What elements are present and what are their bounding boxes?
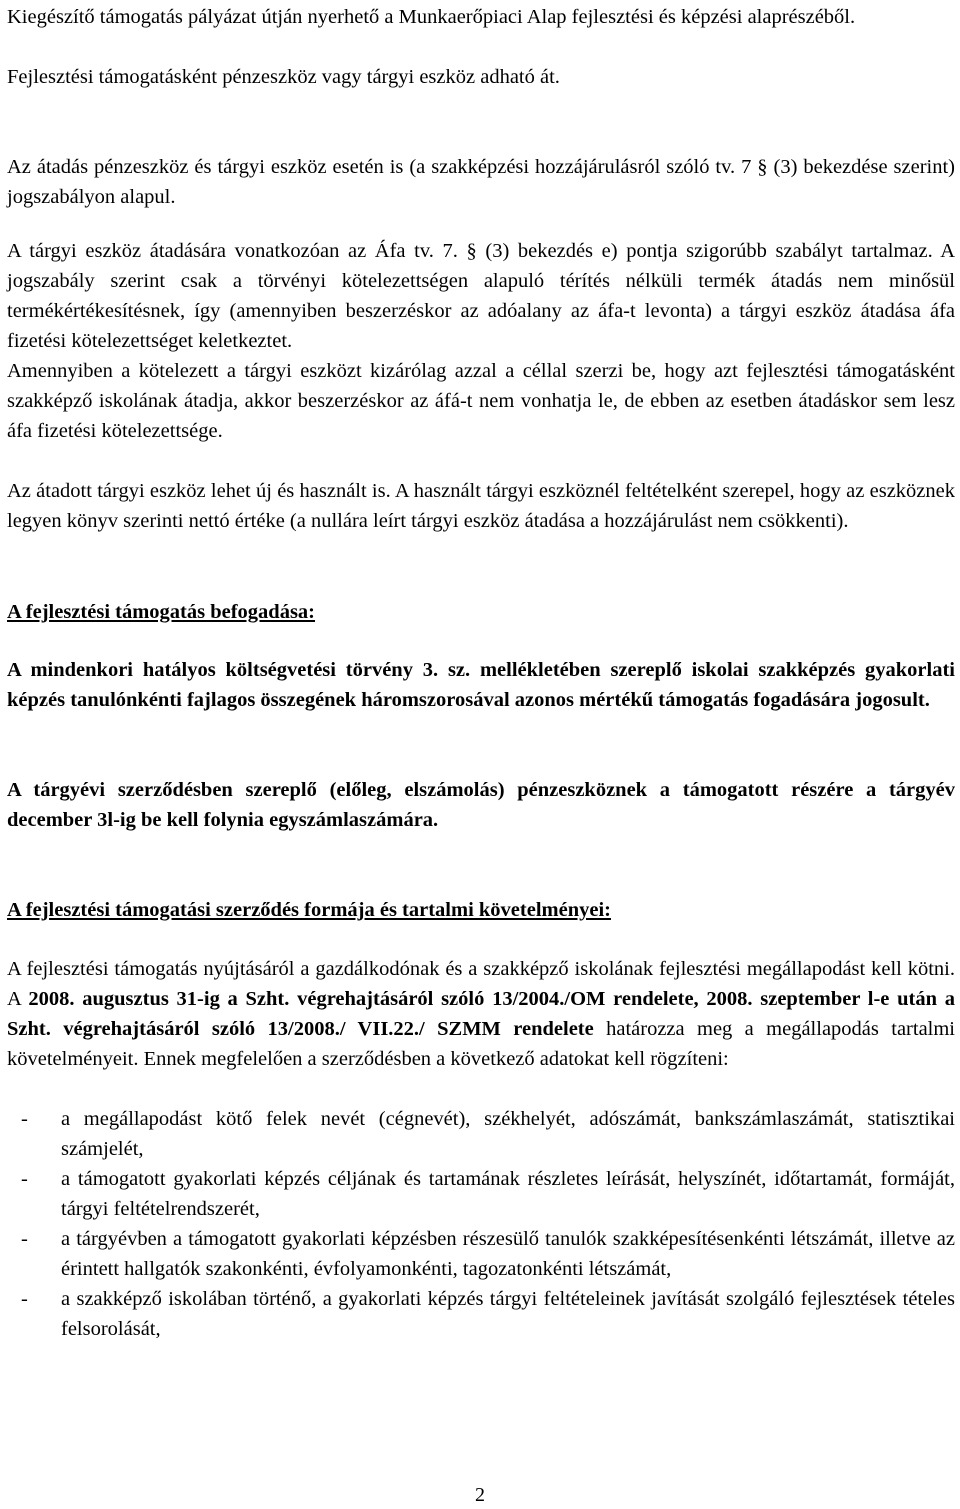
paragraph-vat-deduction: Amennyiben a kötelezett a tárgyi eszközt kizárólag azzal a céllal szerzi be, hogy azt fejlesztési támogatásként szakképző iskolának átadja, akkor beszerzéskor az áfá-t nem vonhatja le, de ebben az esetben átadáskor sem lesz áfa fizetési kötelezettsége.	[7, 360, 955, 442]
paragraph-used-assets: Az átadott tárgyi eszköz lehet új és használt is. A használt tárgyi eszköznél feltételként szerepel, hogy az eszköznek legyen könyv szerinti nettó értéke (a nullára leírt tárgyi eszköz átadása a hozzájárulást nem csökkenti).	[7, 480, 955, 532]
heading-support-acceptance: A fejlesztési támogatás befogadása:	[7, 601, 316, 623]
page-number: 2	[475, 1484, 485, 1506]
paragraph-supplementary-support: Kiegészítő támogatás pályázat útján nyerhető a Munkaerőpiaci Alap fejlesztési és képzési alaprészéből.	[7, 6, 856, 28]
list-item	[7, 1104, 955, 1164]
contract-data-list	[7, 1104, 955, 1344]
paragraph-legal-basis: Az átadás pénzeszköz és tárgyi eszköz esetén is (a szakképzési hozzájárulásról szóló tv. 7 § (3) bekezdése szerint) jogszabályon alapul.	[7, 156, 955, 208]
list-item	[7, 1164, 955, 1224]
list-dash: -	[21, 1228, 28, 1250]
list-dash: -	[21, 1168, 28, 1190]
paragraph-payment-deadline: A tárgyévi szerződésben szereplő (előleg, elszámolás) pénzeszköznek a támogatott részére a tárgyév december 3l-ig be kell folynia egyszámlaszámára.	[7, 779, 955, 831]
paragraph-contract-regulation	[7, 954, 955, 1074]
paragraph-contract-text-a: A fejlesztési támogatás nyújtásáról a gazdálkodónak és a szakképző iskolának fejlesztési megállapodást kell kötni. A	[7, 958, 955, 1010]
list-item-text: a megállapodást kötő felek nevét (cégnevét), székhelyét, adószámát, bankszámlaszámát, statisztikai számjelét,	[61, 1108, 955, 1160]
paragraph-support-amount: A mindenkori hatályos költségvetési törvény 3. sz. mellékletében szereplő iskolai szakképzés gyakorlati képzés tanulónkénti fajlagos összegének háromszorosával azonos mértékű támogatás fogadására jogosult.	[7, 659, 955, 711]
list-item	[7, 1284, 955, 1344]
heading-contract-requirements: A fejlesztési támogatási szerződés formája és tartalmi követelményei:	[7, 899, 611, 921]
list-item	[7, 1224, 955, 1284]
paragraph-vat-rules: A tárgyi eszköz átadására vonatkozóan az Áfa tv. 7. § (3) bekezdés e) pontja szigorúbb szabályt tartalmaz. A jogszabály szerint csak a törvényi kötelezettségen alapuló térítés nélküli termék átadás nem minősül termékértékesítésnek, így (amennyiben beszerzéskor az adóalany az áfa-t levonta) a tárgyi eszköz átadása áfa fizetési kötelezettséget keletkeztet.	[7, 240, 955, 352]
paragraph-development-support-forms: Fejlesztési támogatásként pénzeszköz vagy tárgyi eszköz adható át.	[7, 66, 560, 88]
list-dash: -	[21, 1108, 28, 1130]
list-item-text: a támogatott gyakorlati képzés céljának és tartamának részletes leírását, helyszínét, időtartamát, formáját, tárgyi feltételrendszerét,	[61, 1168, 955, 1220]
list-item-text: a tárgyévben a támogatott gyakorlati képzésben részesülő tanulók szakképesítésenkénti létszámát, illetve az érintett hallgatók szakonkénti, évfolyamonkénti, tagozatonkénti létszámát,	[61, 1228, 955, 1280]
paragraph-contract-text-c: határozza meg a megállapodás tartalmi követelményeit. Ennek megfelelően a szerződésben a következő adatokat kell rögzíteni:	[7, 1018, 956, 1070]
paragraph-contract-regulations-bold: 2008. augusztus 31-ig a Szht. végrehajtásáról szóló 13/2004./OM rendelete, 2008. szeptember l-e után a Szht. végrehajtásáról szóló 13/2008./ VII.22./ SZMM rendelete	[7, 988, 955, 1040]
list-item-text: a szakképző iskolában történő, a gyakorlati képzés tárgyi feltételeinek javítását szolgáló fejlesztések tételes felsorolását,	[61, 1288, 955, 1340]
list-dash: -	[21, 1288, 28, 1310]
